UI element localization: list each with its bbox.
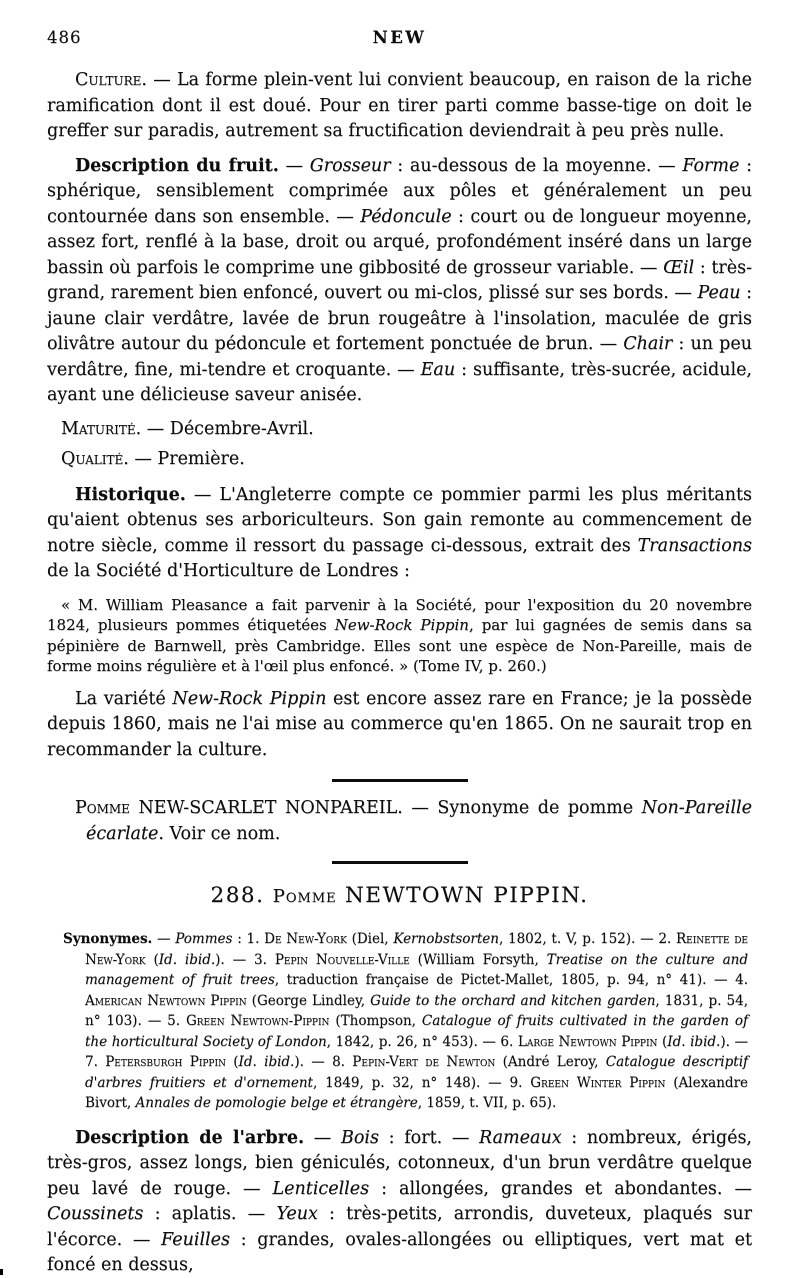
paragraph-synonymes: Synonymes. — Pommes : 1. De New-York (Diel, Kernobstsorten, 1802, t. V, p. 152). — 2. Reinette de New-York (Id. ibid.). — 3. Pepin Nouvelle-Ville (William Forsyth, Treatise on the culture and management of fruit trees, traduction française de Pictet-Mallet, 1805, p. 94, n° 41). — 4. American Newtown Pippin (George Lindley, Guide to the orchard and kitchen garden, 1831, p. 54, n° 103). — 5. Green Newtown-Pippin (Thompson, Catalogue of fruits cultivated in the garden of the horticultural Society of London, 1842, p. 26, n° 453). — 6. Large Newtown Pippin (Id. ibid.). — 7. Petersburgh Pippin (Id. ibid.). — 8. Pepin-Vert de Newton (André Leroy, Catalogue descriptif d'arbres fruitiers et d'ornement, 1849, p. 32, n° 148). — 9. Green Winter Pippin (Alexandre Bivort, Annales de pomologie belge et étrangère, 1859, t. VII, p. 65). bbox=[63, 931, 749, 1111]
paragraph-new-scarlet: Pomme NEW-SCARLET NONPAREIL. — Synonyme de pomme Non-Pareille écarlate. Voir ce nom. bbox=[75, 798, 752, 844]
paragraph-description-fruit: Description du fruit. — Grosseur : au-dessous de la moyenne. — Forme : sphérique, sensiblement comprimée aux pôles et généralement un peu contournée dans son ensemble. — Pédoncule : court ou de longueur moyenne, assez fort, renflé à la base, droit ou arqué, profondément inséré dans un large bassin où parfois le comprime une gibbosité de grosseur variable. — Œil : très-grand, rarement bien enfoncé, ouvert ou mi-clos, plissé sur ses bords. — Peau : jaune clair verdâtre, lavée de brun rougeâtre à l'insolation, maculée de gris olivâtre autour du pédoncule et fortement ponctuée de brun. — Chair : un peu verdâtre, fine, mi-tendre et croquante. — Eau : suffisante, très-sucrée, acidule, ayant une délicieuse saveur anisée. bbox=[47, 155, 752, 405]
section-divider-top bbox=[332, 779, 468, 782]
paragraph-historique: Historique. — L'Angleterre compte ce pommier parmi les plus méritants qu'aient obtenus ses arboriculteurs. Son gain remonte au commencement de notre siècle, comme il ressort du passage ci-dessous, extrait des Transactions de la Société d'Horticulture de Londres : bbox=[47, 484, 752, 581]
blockquote-transactions: « M. William Pleasance a fait parvenir à la Société, pour l'exposition du 20 novembre 1824, plusieurs pommes étiquetées New-Rock Pippin, par lui gagnées de semis dans sa pépinière de Barnwell, près Cambridge. Elles sont une espèce de Non-Pareille, mais de forme moins régulière et à l'œil plus enfoncé. » (Tome IV, p. 260.) bbox=[47, 595, 752, 675]
paragraph-description-arbre: Description de l'arbre. — Bois : fort. — Rameaux : nombreux, érigés, très-gros, assez longs, bien géniculés, cotonneux, d'un brun verdâtre quelque peu lavé de rouge. — Lenticelles : allongées, grandes et abondantes. — Coussinets : aplatis. — Yeux : très-petits, arrondis, duveteux, plaqués sur l'écorce. — Feuilles : grandes, ovales-allongées ou elliptiques, vert mat et foncé en dessus, bbox=[47, 1127, 752, 1275]
corner-ink-speck bbox=[0, 1269, 3, 1275]
section-divider-bottom bbox=[332, 861, 468, 864]
paragraph-culture: Culture. — La forme plein-vent lui convient beaucoup, en raison de la riche ramification dont il est doué. Pour en tirer parti comme basse-tige on doit le greffer sur paradis, autrement sa fructification deviendrait à peu près nulle. bbox=[47, 70, 752, 141]
running-head-title: NEW bbox=[372, 28, 427, 47]
page-number: 486 bbox=[47, 28, 82, 47]
paragraph-maturite: Maturité. — Décembre-Avril. bbox=[61, 418, 314, 439]
paragraph-variete: La variété New-Rock Pippin est encore assez rare en France; je la possède depuis 1860, mais ne l'ai mise au commerce qu'en 1865. On ne saurait trop en recommander la culture. bbox=[47, 688, 752, 760]
article-title: 288. Pomme NEWTOWN PIPPIN. bbox=[210, 883, 589, 908]
paragraph-qualite: Qualité. — Première. bbox=[61, 449, 245, 469]
running-header bbox=[47, 28, 752, 48]
